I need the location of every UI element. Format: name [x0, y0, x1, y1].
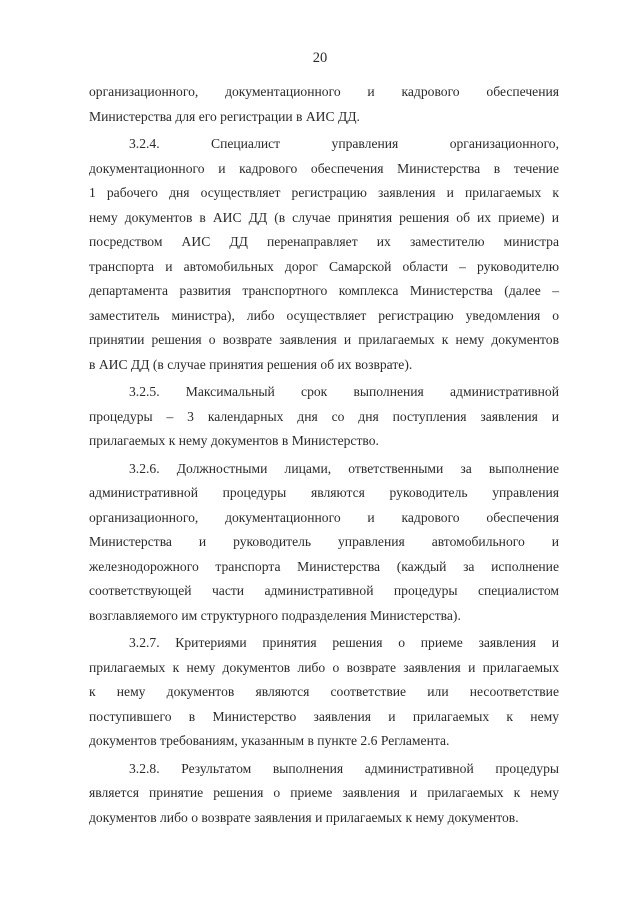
- text-line: административной процедуры являются руководитель управления: [89, 485, 559, 500]
- text-line: посредством АИС ДД перенаправляет их заместителю министра: [89, 234, 559, 249]
- text-line: Министерства и руководитель управления автомобильного и: [89, 534, 559, 549]
- page-number: 20: [312, 50, 328, 66]
- text-line: организационного, документационного и кадрового обеспечения: [89, 509, 559, 525]
- text-line: поступившего в Министерство заявления и прилагаемых к нему: [89, 708, 559, 724]
- text-line: возглавляемого им структурного подразделения Министерства).: [89, 607, 461, 623]
- text-line: прилагаемых к нему документов в Министерство.: [89, 433, 379, 448]
- text-line: документов требованиям, указанным в пункте 2.6 Регламента.: [89, 733, 450, 748]
- text-line: соответствующей части административной процедуры специалистом: [89, 583, 559, 598]
- text-line: принятии решения о возврате заявления и прилагаемых к нему документов: [89, 332, 559, 347]
- text-line: 3.2.4. Специалист управления организационного,: [129, 136, 559, 151]
- text-line: к нему документов являются соответствие или несоответствие: [89, 684, 559, 699]
- paragraph: [89, 757, 559, 831]
- text-line: процедуры – 3 календарных дня со дня поступления заявления и: [89, 408, 559, 424]
- text-line: 3.2.6. Должностными лицами, ответственными за выполнение: [129, 460, 559, 476]
- text-line: департамента развития транспортного комплекса Министерства (далее –: [89, 283, 559, 298]
- document-body: [89, 80, 559, 833]
- paragraph: [89, 80, 559, 129]
- text-line: 3.2.8. Результатом выполнения административной процедуры: [129, 760, 559, 776]
- text-line: организационного, документационного и кадрового обеспечения: [89, 84, 559, 99]
- text-line: 3.2.7. Критериями принятия решения о приеме заявления и: [129, 635, 559, 650]
- text-line: документов либо о возврате заявления и прилагаемых к нему документов.: [89, 809, 519, 825]
- text-line: заместитель министра), либо осуществляет регистрацию уведомления о: [89, 307, 559, 323]
- text-line: железнодорожного транспорта Министерства (каждый за исполнение: [89, 558, 559, 574]
- text-line: является принятие решения о приеме заявления и прилагаемых к нему: [89, 785, 559, 800]
- text-line: нему документов в АИС ДД (в случае принятия решения об их приеме) и: [89, 209, 559, 225]
- text-line: транспорта и автомобильных дорог Самарской области – руководителю: [89, 258, 559, 274]
- text-line: 1 рабочего дня осуществляет регистрацию заявления и прилагаемых к: [89, 185, 559, 200]
- paragraph: [89, 132, 559, 377]
- text-line: 3.2.5. Максимальный срок выполнения административной: [129, 384, 559, 399]
- text-line: прилагаемых к нему документов либо о возврате заявления и прилагаемых: [89, 659, 559, 675]
- text-line: в АИС ДД (в случае принятия решения об их возврате).: [89, 356, 413, 372]
- text-line: документационного и кадрового обеспечения Министерства в течение: [89, 160, 559, 176]
- paragraph: [89, 380, 559, 454]
- paragraph: [89, 457, 559, 629]
- text-line: Министерства для его регистрации в АИС ДД.: [89, 108, 360, 124]
- paragraph: [89, 631, 559, 754]
